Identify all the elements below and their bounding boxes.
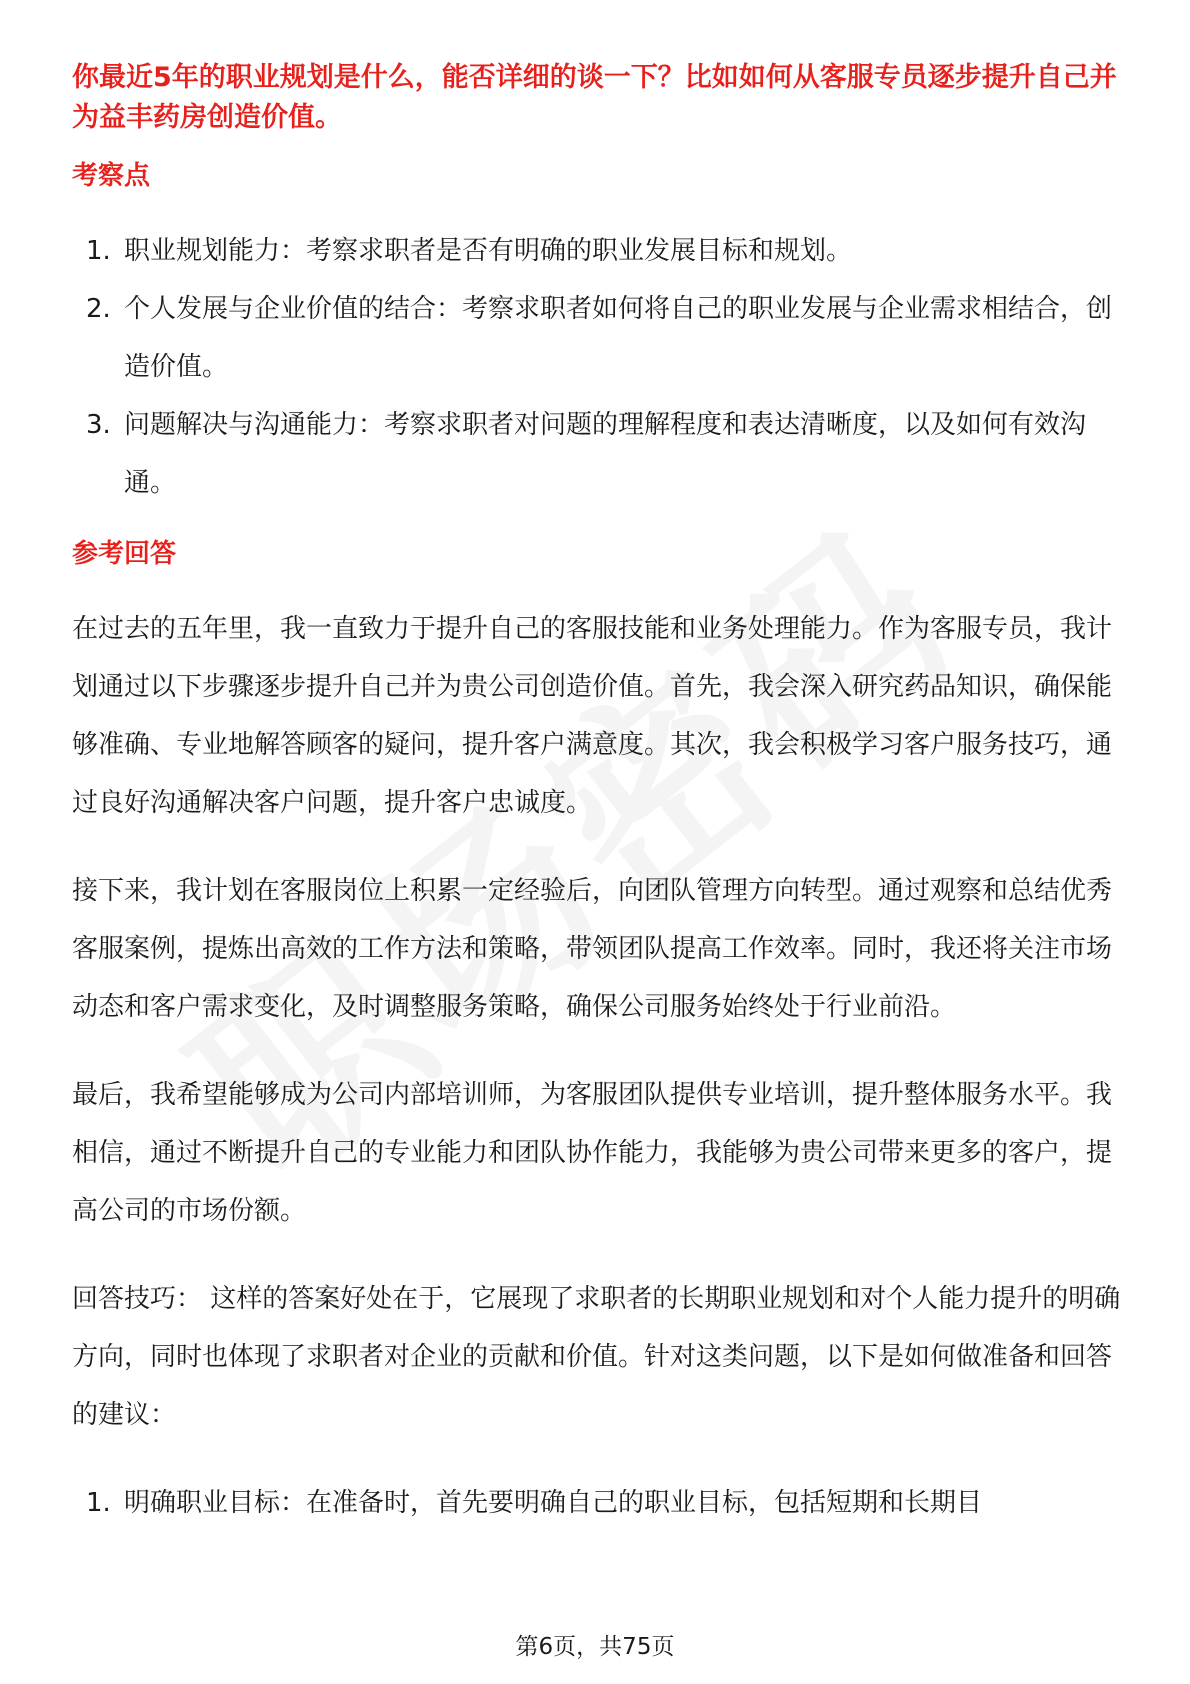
list-number: 3. (86, 410, 111, 440)
list-item (72, 222, 1122, 280)
document-page (72, 58, 1122, 1554)
list-item-text: 问题解决与沟通能力：考察求职者对问题的理解程度和表达清晰度，以及如何有效沟通。 (124, 410, 1087, 498)
reference-answer-heading: 参考回答 (72, 539, 177, 569)
list-item (72, 396, 1122, 512)
list-item (72, 1474, 1122, 1532)
exam-points-heading: 考察点 (72, 161, 151, 191)
list-item (72, 280, 1122, 396)
list-number: 1. (86, 236, 111, 266)
list-number: 2. (86, 294, 111, 324)
answer-paragraph: 最后，我希望能够成为公司内部培训师，为客服团队提供专业培训，提升整体服务水平。我相信，通过不断提升自己的专业能力和团队协作能力，我能够为贵公司带来更多的客户，提高公司的市场份额。 (72, 1080, 1113, 1226)
page-footer: 第6页，共75页 (515, 1634, 675, 1660)
list-item-text: 明确职业目标：在准备时，首先要明确自己的职业目标，包括短期和长期目 (124, 1488, 983, 1518)
list-item-text: 职业规划能力：考察求职者是否有明确的职业发展目标和规划。 (124, 236, 853, 266)
list-item-text: 个人发展与企业价值的结合：考察求职者如何将自己的职业发展与企业需求相结合，创造价值。 (124, 294, 1113, 382)
answer-tips-paragraph: 回答技巧： 这样的答案好处在于，它展现了求职者的长期职业规划和对个人能力提升的明确方向，同时也体现了求职者对企业的贡献和价值。针对这类问题，以下是如何做准备和回答的建议： (72, 1284, 1121, 1430)
list-number: 1. (86, 1488, 111, 1518)
answer-paragraph: 在过去的五年里，我一直致力于提升自己的客服技能和业务处理能力。作为客服专员，我计划通过以下步骤逐步提升自己并为贵公司创造价值。首先，我会深入研究药品知识，确保能够准确、专业地解答顾客的疑问，提升客户满意度。其次，我会积极学习客户服务技巧，通过良好沟通解决客户问题，提升客户忠诚度。 (72, 614, 1113, 818)
question-title: 你最近5年的职业规划是什么，能否详细的谈一下？比如如何从客服专员逐步提升自己并为益丰药房创造价值。 (72, 62, 1117, 133)
answer-paragraph: 接下来，我计划在客服岗位上积累一定经验后，向团队管理方向转型。通过观察和总结优秀客服案例，提炼出高效的工作方法和策略，带领团队提高工作效率。同时，我还将关注市场动态和客户需求变化，及时调整服务策略，确保公司服务始终处于行业前沿。 (72, 876, 1113, 1022)
tips-list (72, 1474, 1122, 1532)
exam-points-list (72, 222, 1122, 512)
